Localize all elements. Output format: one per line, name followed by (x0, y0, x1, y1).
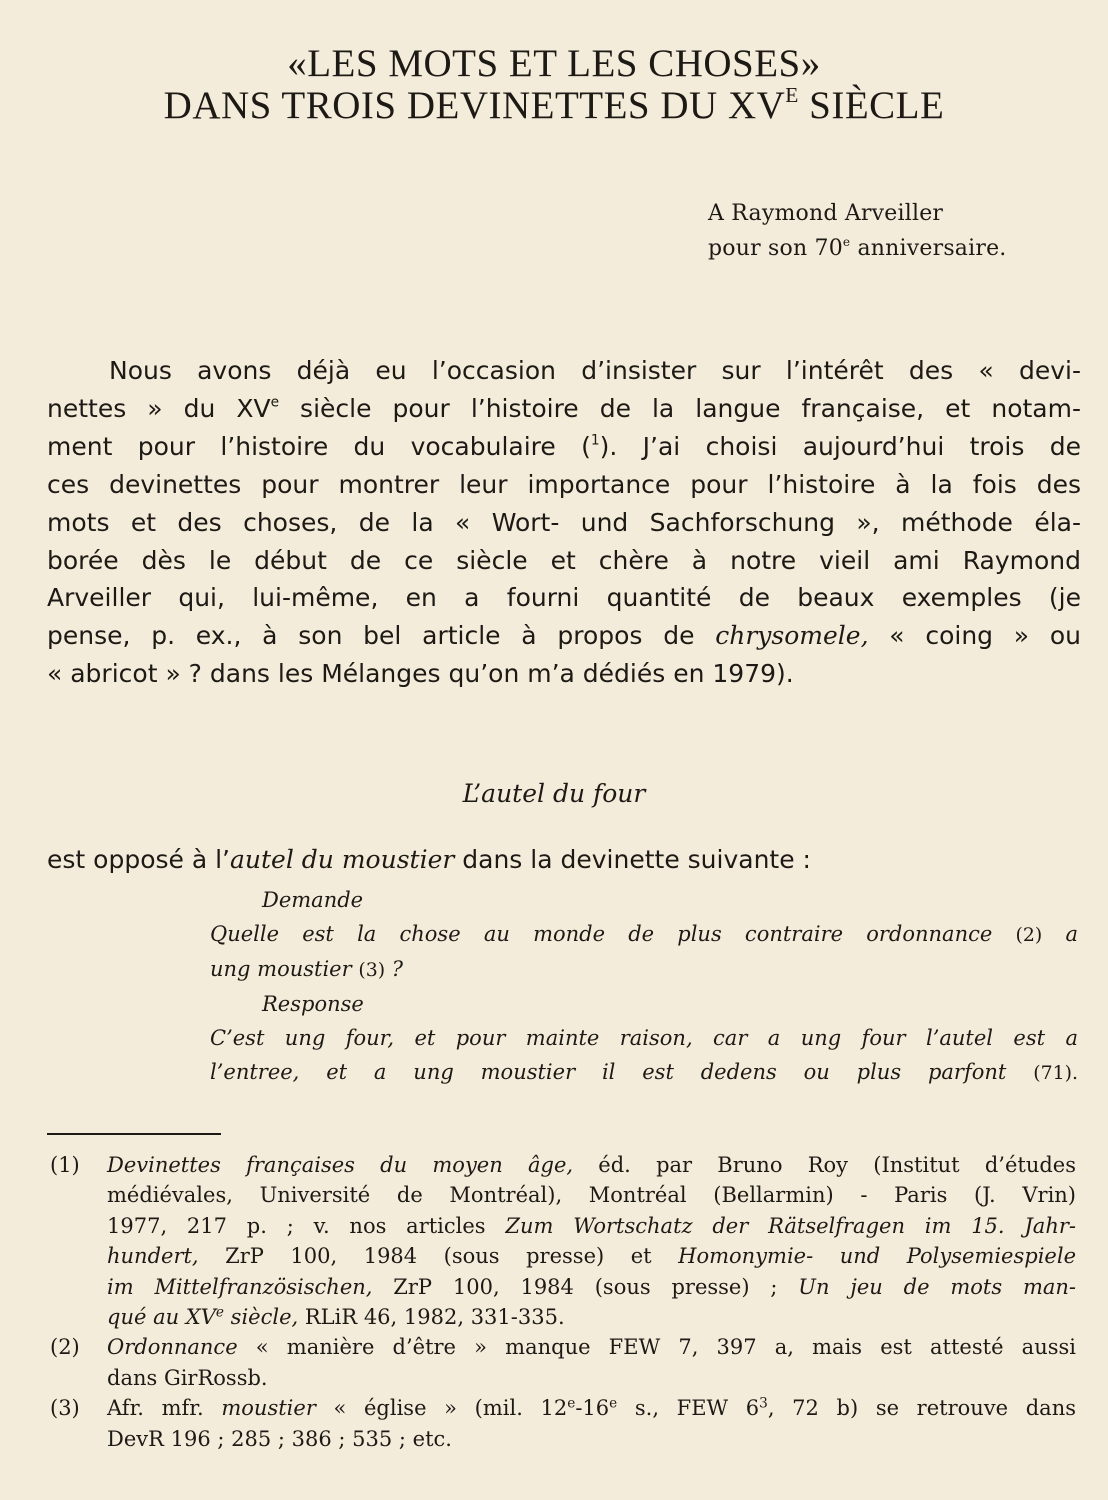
footnote-line: Afr. mfr. moustier « église » (mil. 12e-16e s., FEW $6^3$, 72 b) se retrouve dans (107, 1395, 1076, 1421)
footnote-line: médiévales, Université de Montréal), Montréal (Bellarmin) - Paris (J. Vrin) (107, 1183, 1076, 1208)
footnote-number: (1) (50, 1153, 80, 1177)
footnotes (50, 1150, 1076, 1454)
footnote-line: dans GirRossb. (107, 1365, 268, 1390)
section-lead-line: est opposé à l’autel du moustier dans la devinette suivante : (47, 845, 811, 874)
footnote-line: 1977, 217 p. ; v. nos articles Zum Wortschatz der Rätselfragen im 15. Jahr- (107, 1213, 1076, 1238)
footnote-number: (2) (50, 1335, 80, 1360)
footnote-line: Ordonnance « manière d’être » manque FEW 7, 397 a, mais est attesté aussi (107, 1335, 1076, 1360)
paragraph-line: pense, p. ex., à son bel article à propos de chrysomele, « coing » ou (47, 621, 1081, 651)
paragraph-line: ces devinettes pour montrer leur importance pour l’histoire à la fois des (47, 469, 1081, 499)
paragraph-line: « abricot » ? dans les Mélanges qu’on m’a dédiés en 1979). (47, 659, 794, 689)
riddle-response-label: Response (262, 992, 364, 1016)
paragraph-line: Arveiller qui, lui-même, en a fourni quantité de beaux exemples (je (47, 583, 1081, 613)
riddle-question-line: Quelle est la chose au monde de plus contraire ordonnance (2) a (210, 922, 1078, 946)
footnote-line: DevR 196 ; 285 ; 386 ; 535 ; etc. (107, 1426, 452, 1451)
section-heading: L’autel du four (462, 779, 646, 808)
paragraph-line: borée dès le début de ce siècle et chère à notre vieil ami Raymond (47, 545, 1081, 575)
riddle-quote (210, 883, 1078, 1090)
dedication-line-2: pour son 70e anniversaire. (708, 234, 1007, 261)
footnote-line: qué au XVe siècle, RLiR 46, 1982, 331-335. (107, 1304, 565, 1330)
footnote-3 (50, 1393, 1076, 1454)
footnote-line: im Mittelfranzösischen, ZrP 100, 1984 (sous presse) ; Un jeu de mots man- (107, 1274, 1076, 1299)
paragraph-line: ment pour l’histoire du vocabulaire ($^1$). J’ai choisi aujourd’hui trois de (47, 431, 1081, 461)
dedication-line-1: A Raymond Arveiller (708, 201, 944, 226)
intro-paragraph (47, 352, 1081, 693)
footnote-rule (47, 1133, 221, 1135)
riddle-response-line: l’entree, et a ung moustier il est dedens ou plus parfont (71). (210, 1060, 1078, 1084)
footnote-2 (50, 1332, 1076, 1393)
footnote-1 (50, 1150, 1076, 1332)
footnote-line: Devinettes françaises du moyen âge, éd. par Bruno Roy (Institut d’études (107, 1153, 1076, 1177)
footnote-number: (3) (50, 1396, 80, 1421)
paragraph-line: Nous avons déjà eu l’occasion d’insister sur l’intérêt des « devi- (109, 356, 1081, 385)
riddle-response-line: C’est ung four, et pour mainte raison, car a ung four l’autel est a (210, 1026, 1078, 1050)
riddle-question-line: ung moustier (3) ? (210, 957, 404, 981)
article-title-line-2: DANS TROIS DEVINETTES DU $XV^E$ SIÈCLE (163, 82, 945, 127)
riddle-demande-label: Demande (262, 888, 364, 912)
article-title-line-1: «LES MOTS ET LES CHOSES» (287, 42, 821, 85)
paragraph-line: nettes » du XVe siècle pour l’histoire de la langue française, et notam- (47, 393, 1081, 423)
footnote-line: hundert, ZrP 100, 1984 (sous presse) et Homonymie- und Polysemiespiele (107, 1244, 1076, 1269)
paragraph-line: mots et des choses, de la « Wort- und Sachforschung », méthode éla- (47, 507, 1081, 537)
